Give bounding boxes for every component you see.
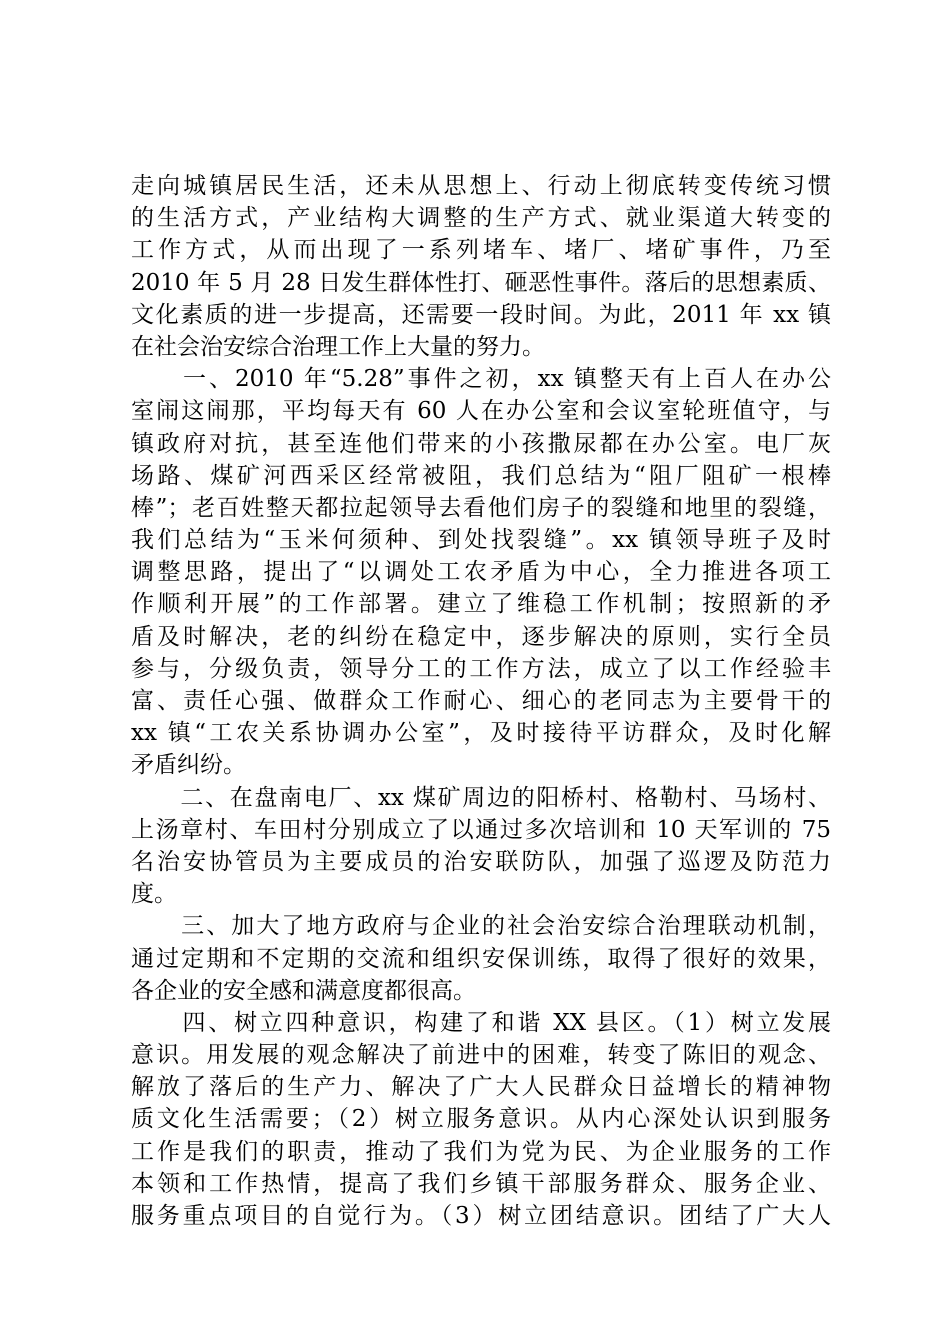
text-line: 质文化生活需要；（2）树立服务意识。从内心深处认识到服务 <box>131 1106 831 1133</box>
text-line: xx 镇“工农关系协调办公室”，及时接待平访群众，及时化解 <box>131 720 831 747</box>
text-line: 解放了落后的生产力、解决了广大人民群众日益增长的精神物 <box>131 1074 831 1101</box>
text-line: 调整思路，提出了“以调处工农矛盾为中心，全力推进各项工 <box>131 559 831 586</box>
text-line: 意识。用发展的观念解决了前进中的困难，转变了陈旧的观念、 <box>131 1042 831 1069</box>
text-line: 名治安协管员为主要成员的治安联防队，加强了巡逻及防范力 <box>131 848 831 875</box>
text-line: 工作方式，从而出现了一系列堵车、堵厂、堵矿事件，乃至 <box>131 237 831 264</box>
text-line: 度。 <box>131 881 177 908</box>
text-line: 一、2010 年“5.28”事件之初，xx 镇整天有上百人在办公 <box>131 366 831 393</box>
text-line: 在社会治安综合治理工作上大量的努力。 <box>131 333 545 360</box>
text-line: 走向城镇居民生活，还未从思想上、行动上彻底转变传统习惯 <box>131 173 831 199</box>
document-body <box>131 170 831 1232</box>
text-line: 的生活方式，产业结构大调整的生产方式、就业渠道大转变的 <box>131 205 831 232</box>
text-line: 富、责任心强、做群众工作耐心、细心的老同志为主要骨干的 <box>131 688 831 714</box>
text-line: 工作是我们的职责，推动了我们为党为民、为企业服务的工作 <box>131 1138 831 1165</box>
text-line: 通过定期和不定期的交流和组织安保训练，取得了很好的效果， <box>131 945 831 972</box>
text-line: 各企业的安全感和满意度都很高。 <box>131 977 476 1004</box>
text-line: 棒”；老百姓整天都拉起领导去看他们房子的裂缝和地里的裂缝， <box>131 494 831 521</box>
text-line: 文化素质的进一步提高，还需要一段时间。为此，2011 年 xx 镇 <box>131 301 831 328</box>
text-line: 矛盾纠纷。 <box>131 752 246 779</box>
text-line: 上汤章村、车田村分别成立了以通过多次培训和 10 天军训的 75 <box>131 816 831 843</box>
text-line: 场路、煤矿河西采区经常被阻，我们总结为“阻厂阻矿一根棒 <box>131 462 831 489</box>
text-line: 作顺利开展”的工作部署。建立了维稳工作机制；按照新的矛 <box>131 591 831 618</box>
text-line: 参与，分级负责，领导分工的工作方法，成立了以工作经验丰 <box>131 655 831 682</box>
text-line: 三、加大了地方政府与企业的社会治安综合治理联动机制， <box>131 913 831 940</box>
text-line: 二、在盘南电厂、xx 煤矿周边的阳桥村、格勒村、马场村、 <box>131 784 831 811</box>
text-line: 2010 年 5 月 28 日发生群体性打、砸恶性事件。落后的思想素质、 <box>131 269 831 296</box>
text-line: 服务重点项目的自觉行为。（3）树立团结意识。团结了广大人 <box>131 1203 831 1229</box>
text-line: 镇政府对抗，甚至连他们带来的小孩撒尿都在办公室。电厂灰 <box>131 430 831 457</box>
text-line: 四、树立四种意识，构建了和谐 XX 县区。（1）树立发展 <box>131 1009 831 1036</box>
text-line: 本领和工作热情，提高了我们乡镇干部服务群众、服务企业、 <box>131 1170 831 1197</box>
text-line: 室闹这闹那，平均每天有 60 人在办公室和会议室轮班值守，与 <box>131 398 831 425</box>
text-line: 我们总结为“玉米何须种、到处找裂缝”。xx 镇领导班子及时 <box>131 527 831 554</box>
text-line: 盾及时解决，老的纠纷在稳定中，逐步解决的原则，实行全员 <box>131 623 831 650</box>
